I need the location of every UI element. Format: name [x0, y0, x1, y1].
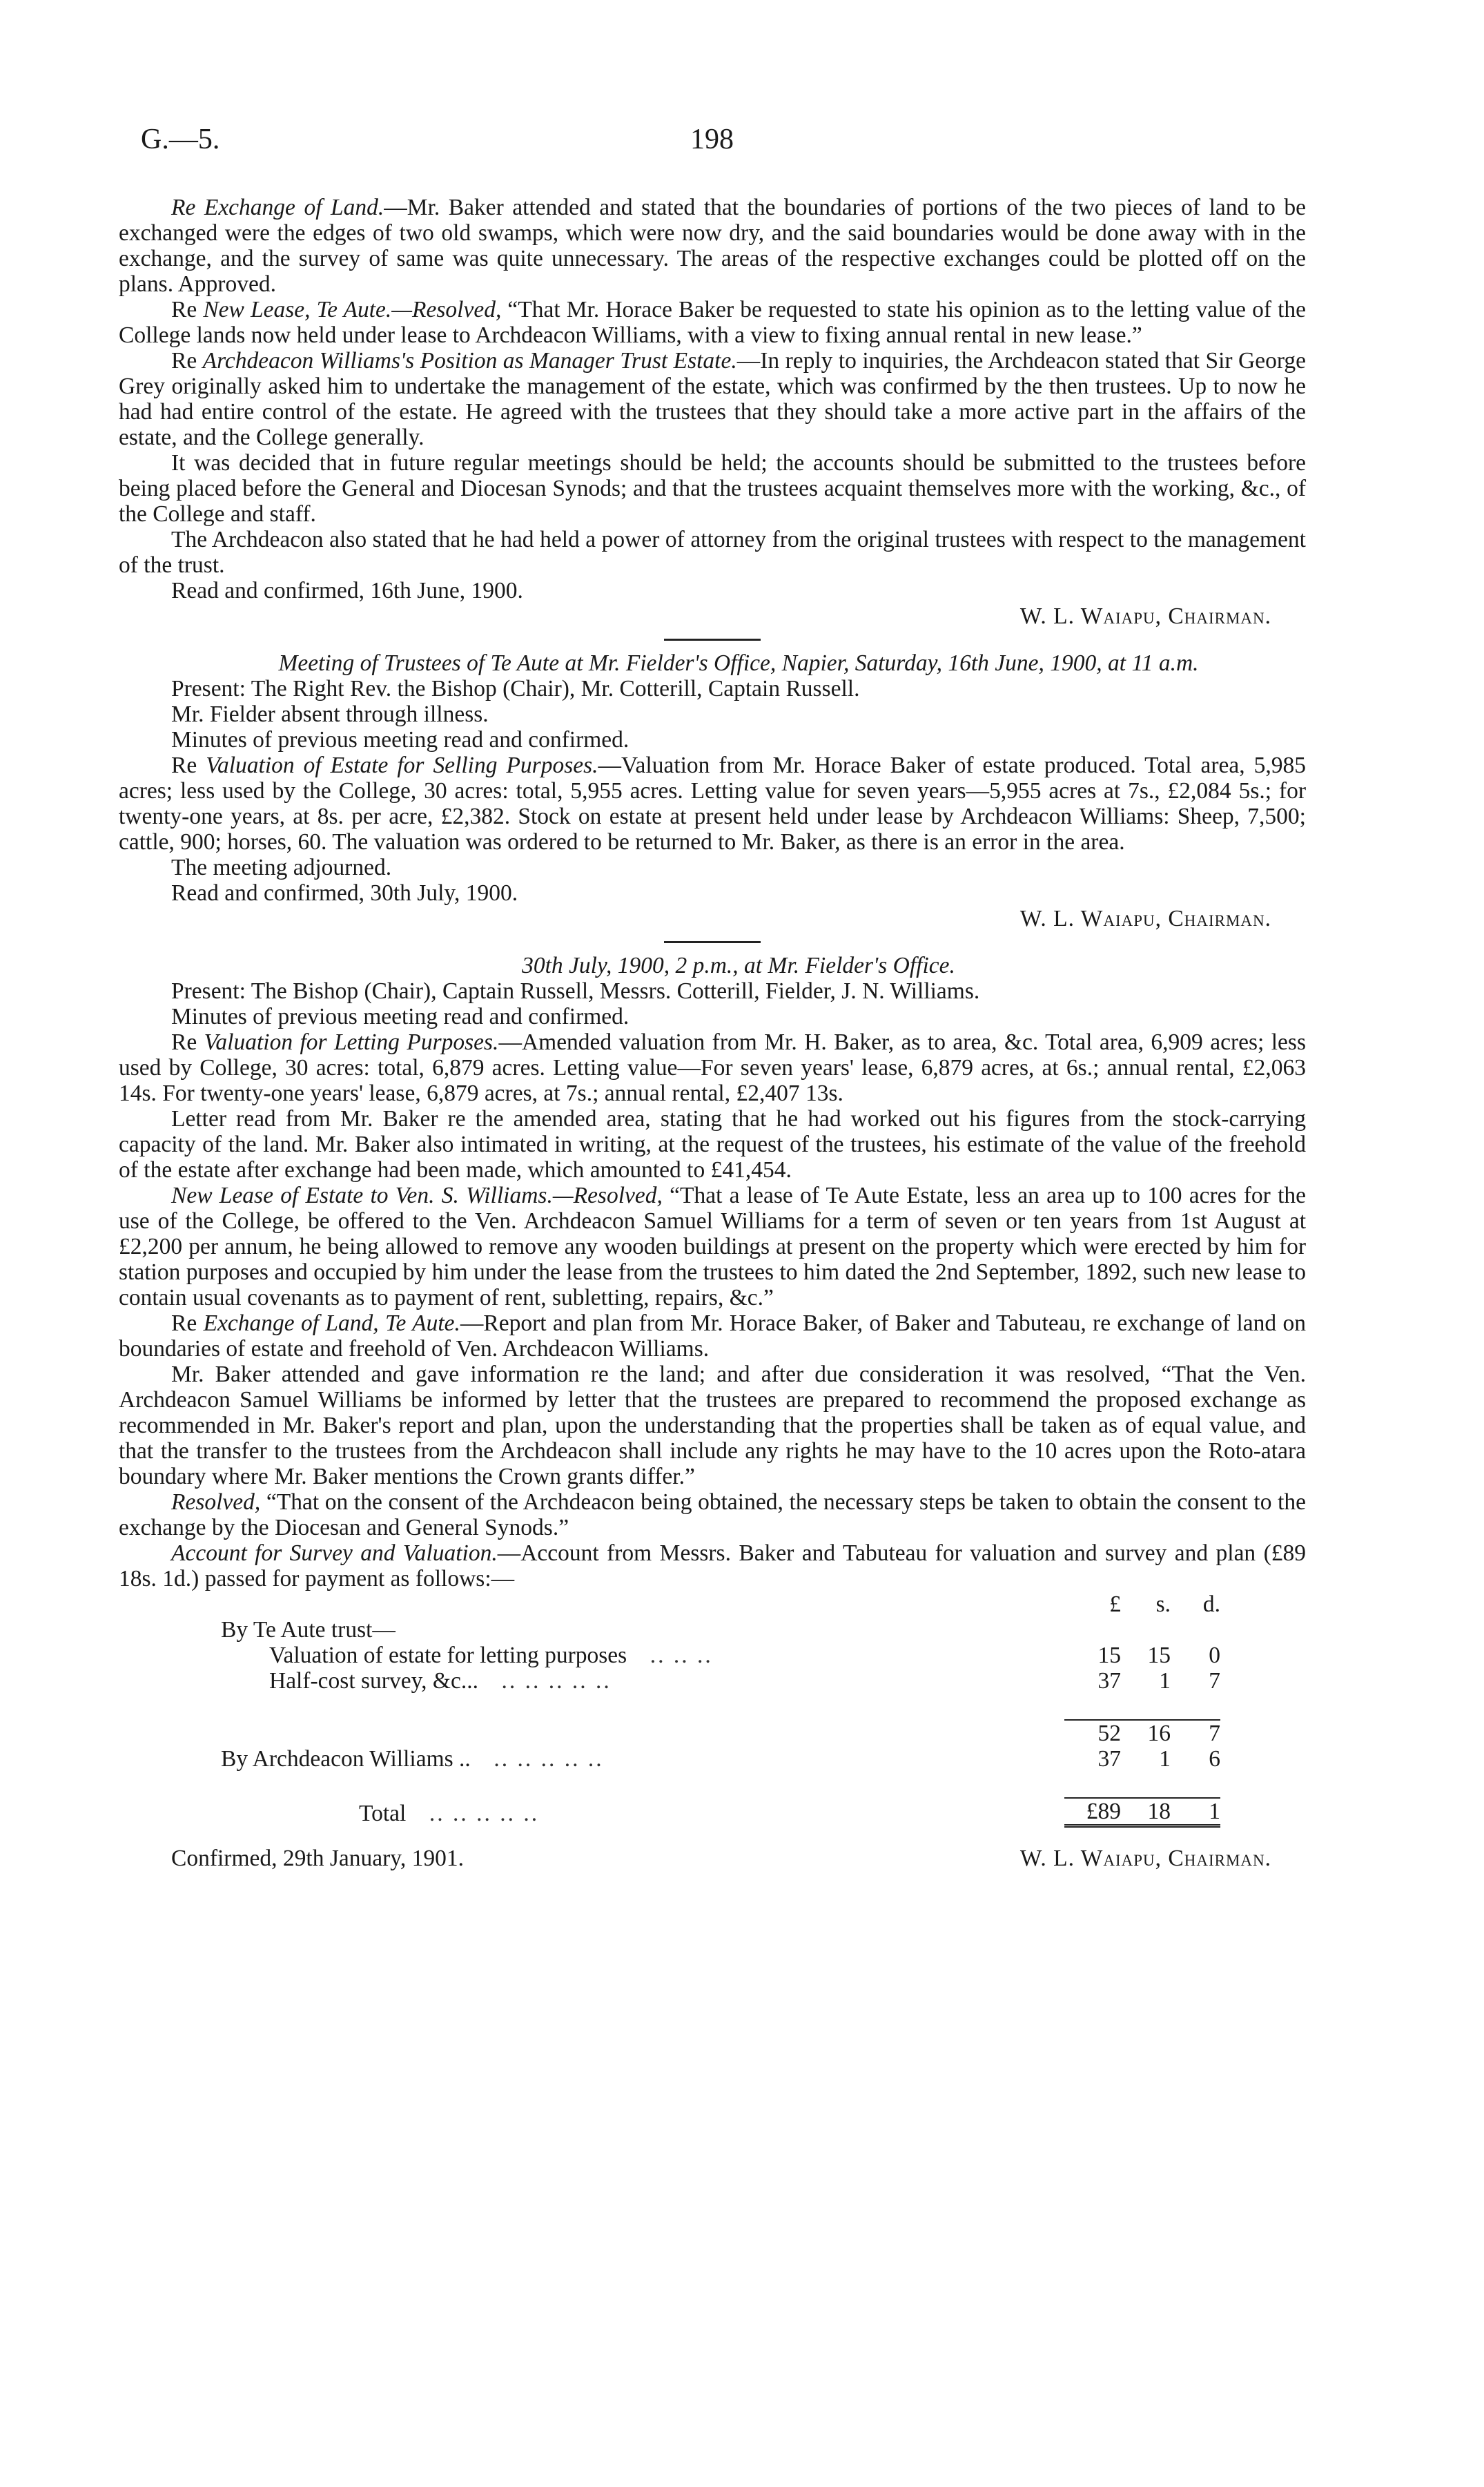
chairman-signature: W. L. Waiapu, Chairman. — [1019, 906, 1271, 931]
minutes-section-1 — [119, 195, 1306, 1871]
chairman-signature: W. L. Waiapu, Chairman. — [1019, 1846, 1271, 1871]
letting-text: —Amended valuation from Mr. H. Baker, as to area, &c. Total area, 6,909 acres; less used by College, 30 acres: total, 6,879 acres. Letting value—For seven years' lease, 6,879 acres, at 6s.; annual rental, £2,063 14s. For twenty-one years' lease, 6,879 acres, at 7s.; annual rental, £2,407 13s. — [119, 1029, 1306, 1106]
absent-line: Mr. Fielder absent through illness. — [171, 701, 489, 727]
meeting-heading: 30th July, 1900, 2 p.m., at Mr. Fielder's Office. — [522, 953, 955, 978]
account-heading: Account for Survey and Valuation. — [171, 1540, 498, 1566]
valuation-heading: Valuation of Estate for Selling Purposes. — [206, 753, 598, 778]
letting-paragraph: Re Valuation for Letting Purposes.—Amended valuation from Mr. H. Baker, as to area, &c. Total area, 6,909 acres; less used by College, 30 acres: total, 6,879 acres. Letting value—For seven years' lease, 6,879 acres, at 6s.; annual rental, £2,063 14s. For twenty-one years' lease, 6,879 acres, at 7s.; annual rental, £2,407 13s. — [119, 1029, 1306, 1106]
resolved-text: “That on the consent of the Archdeacon being obtained, the necessary steps be taken to obtain the consent to the exchange by the Diocesan and General Synods.” — [119, 1489, 1306, 1540]
lease-text: “That Mr. Horace Baker be requested to state his opinion as to the letting value of the College lands now held under lease to Archdeacon Williams, with a view to fixing annual rental in new lease.” — [119, 297, 1307, 348]
new-lease-text: “That a lease of Te Aute Estate, less an area up to 100 acres for the use of the College, be offered to the Ven. Archdeacon Samuel Williams for a term of seven or ten years from 1st August at £2,200 per annum, he being allowed to remove any wooden buildings at present on the property which were erected by him for station purposes and occupied by him under the lease from the trustees to him dated the 2nd September, 1892, such new lease to contain usual covenants as to payment of rent, subletting, repairs, &c.” — [119, 1183, 1306, 1310]
account-total-row: Total .. .. .. .. .. £89 18 1 — [359, 1799, 1220, 1826]
resolved-paragraph — [119, 1489, 1306, 1540]
exchange-heading: Re Exchange of Land. — [171, 195, 384, 220]
chairman-signature: W. L. Waiapu, Chairman. — [1019, 603, 1271, 629]
position-paragraph: Re Archdeacon Williams's Position as Manager Trust Estate.—In reply to inquiries, the Archdeacon stated that Sir George Grey originally asked him to undertake the management of the estate, which was confirmed by the then trustees. Up to now he had had entire control of the estate. He agreed with the trustees that they should take a more active part in the affairs of the estate, and the College generally. — [119, 348, 1307, 450]
meeting-heading: Meeting of Trustees of Te Aute at Mr. Fielder's Office, Napier, Saturday, 16th June, 1900, at 11 a.m. — [278, 650, 1199, 676]
account-group-label: By Te Aute trust— — [221, 1617, 396, 1643]
meetings-paragraph: It was decided that in future regular meetings should be held; the accounts should be submitted to the trustees before being placed before the General and Diocesan Synods; and that the trustees acquaint themselves more with the working, &c., of the College and staff. — [119, 450, 1306, 527]
page-number: 198 — [690, 124, 734, 155]
resolution-paragraph: Mr. Baker attended and gave information re the land; and after due consideration it was resolved, “That the Ven. Archdeacon Samuel Williams be informed by letter that the trustees are prepared to recommend the proposed exchange as recommended in Mr. Baker's report and plan, upon the understanding that the properties shall be taken as of equal value, and that the transfer to the trustees from the Archdeacon shall include any rights he may have to the 10 acres upon the Roto-atara boundary where Mr. Baker mentions the Crown grants differ.” — [119, 1362, 1306, 1489]
letter-paragraph: Letter read from Mr. Baker re the amended area, stating that he had worked out his figures from the stock-carrying capacity of the land. Mr. Baker also intimated in writing, at the request of the trustees, his estimate of the value of the freehold of the estate after exchange had been made, which amounted to £41,454. — [119, 1106, 1306, 1183]
attorney-paragraph: The Archdeacon also stated that he had held a power of attorney from the original trustees with respect to the management of the trust. — [119, 527, 1306, 578]
account-item-row: Valuation of estate for letting purposes .. .. .. 15 15 0 — [269, 1643, 1220, 1668]
adjourned-line: The meeting adjourned. — [171, 855, 392, 880]
confirmed-line: Read and confirmed, 30th July, 1900. — [171, 880, 518, 906]
resolved-heading: Resolved, — [171, 1489, 261, 1515]
account-item-row: Half-cost survey, &c... .. .. .. .. .. 37 1 7 — [269, 1668, 1220, 1694]
exchange-te-aute-heading: Exchange of Land, Te Aute. — [203, 1310, 460, 1336]
present-line: Present: The Right Rev. the Bishop (Chair), Mr. Cotterill, Captain Russell. — [171, 676, 860, 701]
confirmed-line: Read and confirmed, 16th June, 1900. — [171, 578, 523, 603]
account-group-row — [119, 1617, 1220, 1643]
document-reference: G.—5. — [141, 124, 220, 155]
present-line: Present: The Bishop (Chair), Captain Russell, Messrs. Cotterill, Fielder, J. N. Williams. — [171, 978, 980, 1004]
account-table — [119, 1591, 1220, 1828]
exchange-te-aute-paragraph: Re Exchange of Land, Te Aute.—Report and plan from Mr. Horace Baker, of Baker and Tabuteau, re exchange of land on boundaries of estate and freehold of Ven. Archdeacon Williams. — [119, 1310, 1306, 1362]
minutes-line: Minutes of previous meeting read and confirmed. — [171, 727, 629, 753]
lease-paragraph: Re New Lease, Te Aute.—Resolved, “That Mr. Horace Baker be requested to state his opinion as to the letting value of the College lands now held under lease to Archdeacon Williams, with a view to fixing annual rental in new lease.” — [119, 297, 1307, 348]
final-confirmed-line: Confirmed, 29th January, 1901. — [171, 1846, 464, 1871]
account-text: —Account from Messrs. Baker and Tabuteau for valuation and survey and plan (£89 18s. 1d.) passed for payment as follows:— — [119, 1540, 1307, 1591]
account-currency-header: £ s. d. — [1109, 1591, 1220, 1617]
lease-heading: New Lease, Te Aute.—Resolved, — [203, 297, 502, 322]
footer — [119, 1846, 1306, 1871]
letting-heading: Valuation for Letting Purposes. — [204, 1029, 499, 1055]
exchange-te-aute-text: —Report and plan from Mr. Horace Baker, of Baker and Tabuteau, re exchange of land on boundaries of estate and freehold of Ven. Archdeacon Williams. — [119, 1310, 1306, 1362]
section-divider — [664, 639, 761, 641]
position-text: —In reply to inquiries, the Archdeacon stated that Sir George Grey originally asked him to undertake the management of the estate, which was confirmed by the then trustees. Up to now he had had entire control of the estate. He agreed with the trustees that they should take a more active part in the affairs of the estate, and the College generally. — [119, 348, 1307, 450]
new-lease-heading: New Lease of Estate to Ven. S. Williams.—Resolved, — [171, 1183, 663, 1208]
section-divider — [664, 941, 761, 943]
account-paragraph — [119, 1540, 1306, 1591]
exchange-paragraph — [119, 195, 1306, 297]
account-archdeacon-row: By Archdeacon Williams .. .. .. .. .. .. 37 1 6 — [221, 1746, 1220, 1772]
minutes-line: Minutes of previous meeting read and confirmed. — [171, 1004, 629, 1029]
valuation-text: —Valuation from Mr. Horace Baker of estate produced. Total area, 5,985 acres; less used by the College, 30 acres: total, 5,955 acres. Letting value for seven years—5,955 acres at 7s., £2,084 5s.; for twenty-one years, at 8s. per acre, £2,382. Stock on estate at present held under lease by Archdeacon Williams: Sheep, 7,500; cattle, 900; horses, 60. The valuation was ordered to be returned to Mr. Baker, as there is an error in the area. — [119, 753, 1306, 855]
position-heading: Archdeacon Williams's Position as Manager Trust Estate. — [202, 348, 737, 374]
account-subtotal-row: 52 16 7 — [119, 1720, 1220, 1746]
valuation-paragraph: Re Valuation of Estate for Selling Purposes.—Valuation from Mr. Horace Baker of estate produced. Total area, 5,985 acres; less used by the College, 30 acres: total, 5,955 acres. Letting value for seven years—5,955 acres at 7s., £2,084 5s.; for twenty-one years, at 8s. per acre, £2,382. Stock on estate at present held under lease by Archdeacon Williams: Sheep, 7,500; cattle, 900; horses, 60. The valuation was ordered to be returned to Mr. Baker, as there is an error in the area. — [119, 753, 1306, 855]
new-lease-paragraph — [119, 1183, 1306, 1310]
exchange-text: —Mr. Baker attended and stated that the boundaries of portions of the two pieces of land to be exchanged were the edges of two old swamps, which were now dry, and the said boundaries would be done away with in the exchange, and the survey of same was quite unnecessary. The areas of the respective exchanges could be plotted off on the plans. Approved. — [119, 195, 1306, 297]
